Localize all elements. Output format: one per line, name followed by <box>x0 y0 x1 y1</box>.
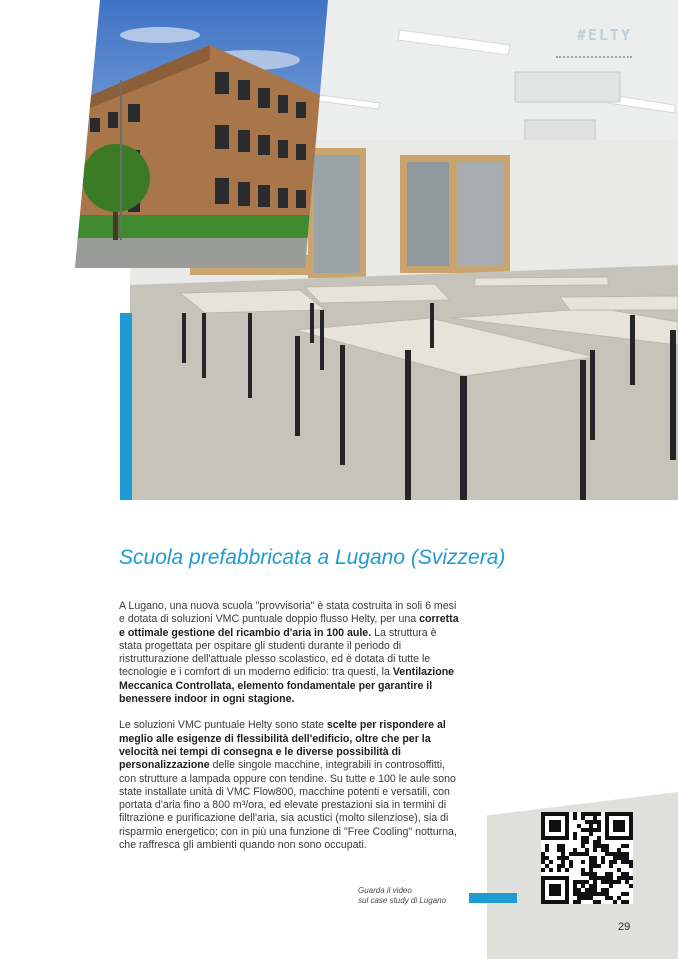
page-title: Scuola prefabbricata a Lugano (Svizzera) <box>119 546 506 569</box>
p1-bold-1: corretta e ottimale gestione del ricambio d'aria in 100 aule. <box>119 613 459 639</box>
qr-code[interactable] <box>541 812 633 904</box>
article-body <box>119 600 459 865</box>
video-accent-bar <box>469 893 517 903</box>
brand-logo: #ELTY <box>576 26 632 44</box>
p2-text-1: Le soluzioni VMC puntuale Helty sono state <box>119 719 327 732</box>
page-number: 29 <box>618 921 631 933</box>
p2-text-2: delle singole macchine, integrabili in controsoffitti, con strutture a lampada oppure con tendine. Su tutte e 100 le aule sono state installate unità di VMC Flow800, macchine potenti e versatili, con portata d'aria fino a 800 m³/ora, ed elevate prestazioni sia in termini di filtrazione e purificazione dell'aria, sia acustici (molto silenziose), sia di risparmio energetico; con in più una funzione di "Free Cooling" notturna, che raffresca gli ambienti quando non sono occupati. <box>119 759 457 852</box>
video-caption-line1: Guarda il video <box>358 886 412 895</box>
p2-bold-1: scelte per rispondere al meglio alle esigenze di flessibilità dell'edificio, oltre che per la velocità nei tempi di consegna e le diverse possibilità di personalizzazione <box>119 719 446 772</box>
building-photo <box>0 0 340 270</box>
paragraph-1 <box>119 600 459 706</box>
p1-text-2: La struttura è stata progettata per ospitare gli studenti durante il periodo di ristrutturazione dell'attuale plesso scolastico, ed è dotata di tutte le tecnologie e i comfort di un moderno edificio: tra questi, la <box>119 626 437 679</box>
logo-underline <box>556 56 632 58</box>
p1-bold-2: Ventilazione Meccanica Controllata, elemento fondamentale per garantire il benessere indoor in ogni stagione. <box>119 666 455 706</box>
video-caption-line2: sul case study di Lugano <box>358 896 447 905</box>
accent-bar-left <box>120 313 132 500</box>
paragraph-2 <box>119 719 459 852</box>
p1-text-1: A Lugano, una nuova scuola "provvisoria" è stata costruita in soli 6 mesi e dotata di soluzioni VMC puntuale doppio flusso Helty, per una <box>119 600 457 626</box>
video-caption <box>358 886 446 906</box>
